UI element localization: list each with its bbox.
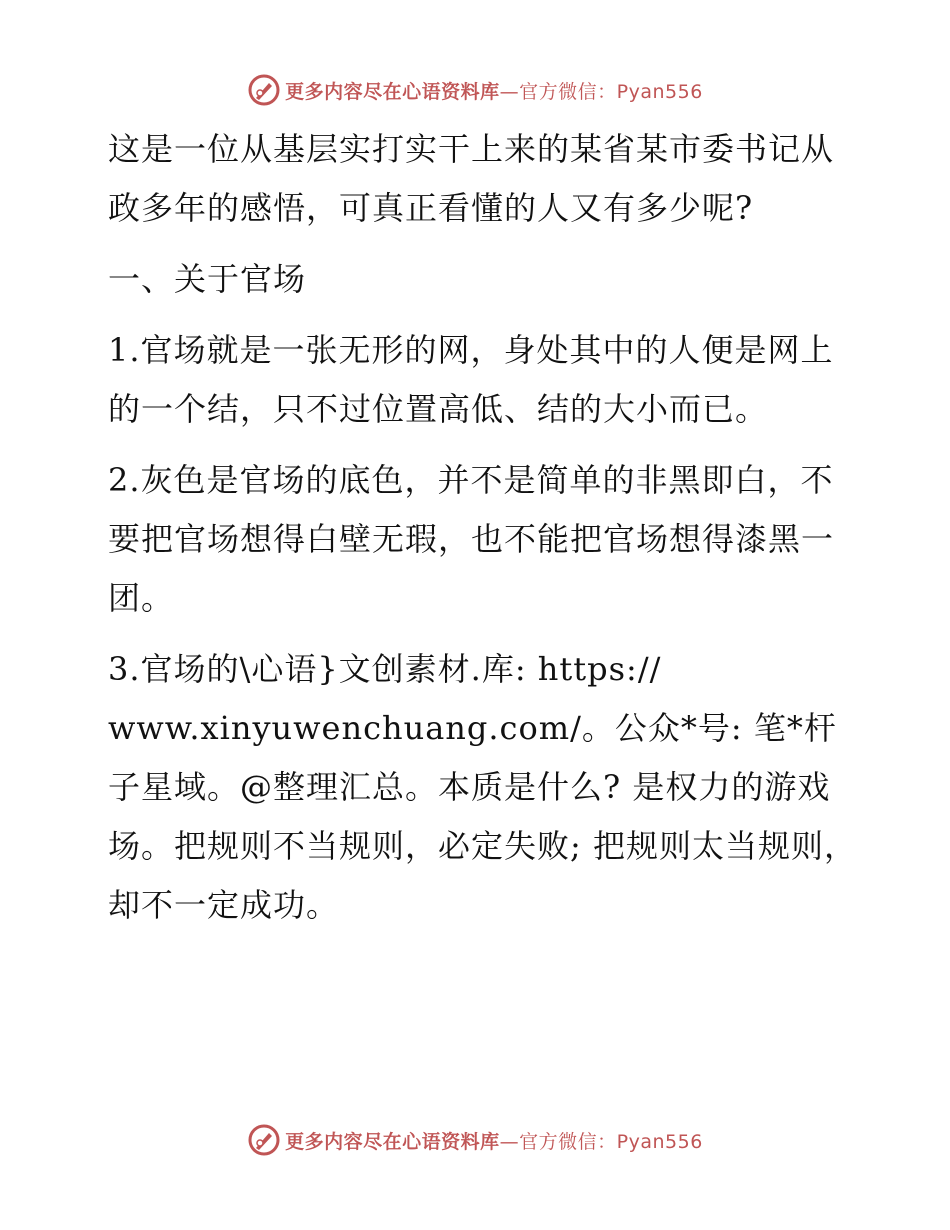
section-heading: 一、关于官场 — [108, 260, 307, 298]
banner-title: 更多内容尽在心语资料库 — [285, 80, 500, 103]
list-item-1: 1.官场就是一张无形的网，身处其中的人便是网上的一个结，只不过位置高低、结的大小而已。 — [108, 331, 834, 428]
document-body — [98, 120, 858, 935]
pen-logo-icon — [247, 73, 281, 107]
list-item-2: 2.灰色是官场的底色，并不是简单的非黑即白，不要把官场想得白壁无瑕，也不能把官场想得漆黑一团。 — [108, 461, 835, 617]
banner-title: 更多内容尽在心语资料库 — [285, 1130, 500, 1153]
footer-banner — [0, 1120, 950, 1160]
intro-paragraph: 这是一位从基层实打实干上来的某省某市委书记从政多年的感悟，可真正看懂的人又有多少呢? — [108, 130, 835, 227]
pen-logo-icon — [247, 1123, 281, 1157]
list-item-3 — [98, 640, 858, 935]
item-3-rest: 。公众*号: 笔*杆子星域。@整理汇总。本质是什么? 是权力的游戏场。把规则不当规则，必定失败; 把规则太当规则，却不一定成功。 — [108, 709, 857, 924]
item-3-prefix: 3.官场的\心语}文创素材.库: https:// — [108, 650, 662, 688]
item-3-url: www.xinyuwenchuang.com/ — [108, 709, 582, 747]
banner-contact: —官方微信：Pyan556 — [499, 80, 703, 103]
header-banner — [0, 70, 950, 110]
banner-contact: —官方微信：Pyan556 — [499, 1130, 703, 1153]
